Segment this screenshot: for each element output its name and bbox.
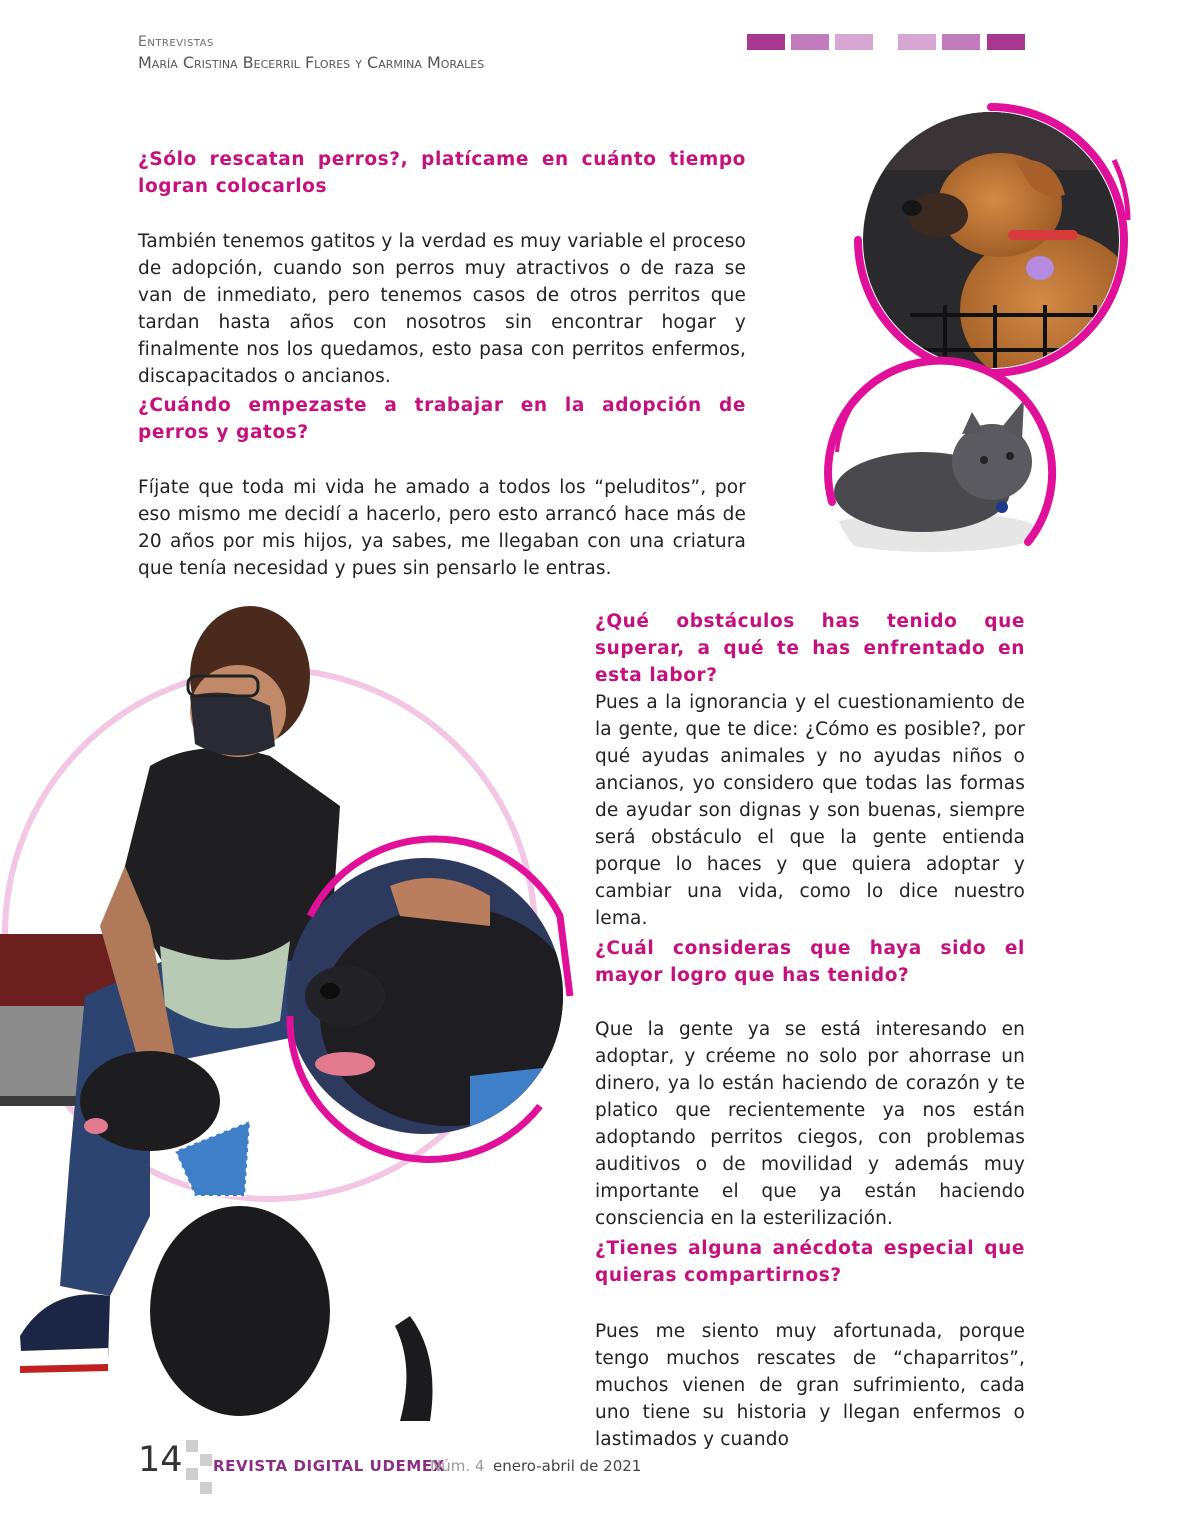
page-number: 14 xyxy=(138,1440,183,1480)
authors-line: María Cristina Becerril Flores y Carmina Morales xyxy=(138,53,485,72)
question-4: ¿Cuál consideras que haya sido el mayor logro que has tenido? xyxy=(595,938,1025,986)
magazine-name: REVISTA DIGITAL UDEMEX xyxy=(213,1457,445,1475)
answer-3: Pues a la ignorancia y el cuestionamiento de la gente, que te dice: ¿Cómo es posible?, por qué ayudas animales y no ayudas niños o ancianos, yo considero que todas las formas de ayudar son dignas y son buenas, siempre será obstáculo el que la gente entienda porque lo haces y que quiera adoptar y cambiar una vida, como lo dice nuestro lema. xyxy=(595,692,1025,929)
header-bar xyxy=(987,34,1025,50)
woman-with-dog-photo xyxy=(0,596,590,1421)
section-label: Entrevistas xyxy=(138,34,214,50)
header-bar xyxy=(898,34,936,50)
question-5: ¿Tienes alguna anécdota especial que quieras compartirnos? xyxy=(595,1238,1025,1286)
answer-4: Que la gente ya se está interesando en adoptar, y créeme no solo por ahorrase un dinero, ya lo están haciendo de corazón y te platico que recientemente ya nos están adoptando perritos ciegos, con problemas auditivos o de movilidad y además muy importante el que ya están haciendo consciencia en la esterilización. xyxy=(595,1019,1025,1229)
header-bar xyxy=(835,34,873,50)
issue-number: Núm. 4 xyxy=(430,1457,485,1475)
answer-5: Pues me siento muy afortunada, porque tengo muchos rescates de “chaparritos”, muchos vienen de gran sufrimiento, cada uno tiene su historia y llegan enfermos o lastimados y cuando xyxy=(595,1321,1025,1450)
question-1: ¿Sólo rescatan perros?, platícame en cuánto tiempo logran colocarlos xyxy=(138,149,746,197)
issue-date: enero-abril de 2021 xyxy=(493,1457,642,1475)
header-bar xyxy=(791,34,829,50)
answer-1: También tenemos gatitos y la verdad es muy variable el proceso de adopción, cuando son perros muy atractivos o de raza se van de inmediato, pero tenemos casos de otros perritos que tardan hasta años con nosotros sin encontrar hogar y finalmente nos los quedamos, esto pasa con perritos enfermos, discapacitados o ancianos. xyxy=(138,231,746,387)
question-3: ¿Qué obstáculos has tenido que superar, a qué te has enfrentado en esta labor? xyxy=(595,611,1025,686)
answer-2: Fíjate que toda mi vida he amado a todos los “peluditos”, por eso mismo me decidí a hacerlo, pero esto arrancó hace más de 20 años por mis hijos, ya sabes, me llegaban con una criatura que tenía necesidad y pues sin pensarlo le entras. xyxy=(138,477,746,579)
header-bar xyxy=(942,34,980,50)
header-bar xyxy=(747,34,785,50)
question-2: ¿Cuándo empezaste a trabajar en la adopción de perros y gatos? xyxy=(138,395,746,443)
cat-photo xyxy=(812,342,1072,602)
